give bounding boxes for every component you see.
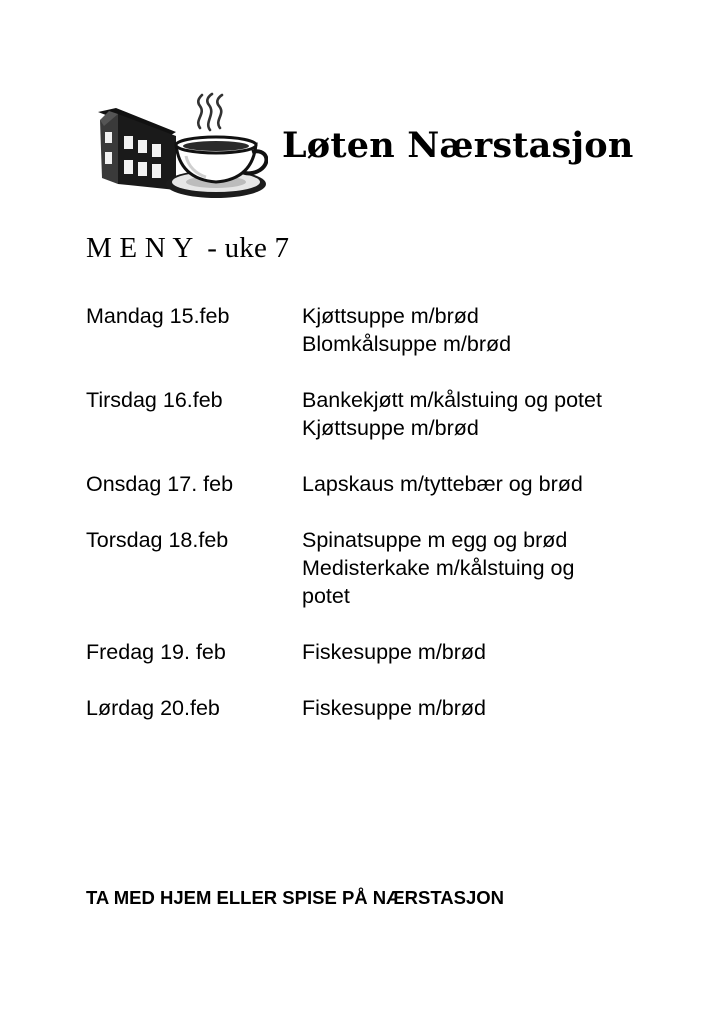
dish: Kjøttsuppe m/brød: [302, 416, 479, 440]
day-label: Torsdag 18.feb: [86, 528, 229, 552]
dish-list: [302, 470, 646, 498]
brand-name: Løten Nærstasjon: [282, 125, 634, 166]
dish-list: [302, 638, 646, 666]
house-and-coffee-cup-icon: [96, 92, 268, 204]
dish-list: [302, 386, 646, 442]
day-label: Tirsdag 16.feb: [86, 388, 223, 412]
menu-row-tuesday: [86, 386, 646, 442]
menu-row-thursday: [86, 526, 646, 610]
dish: Medisterkake m/kålstuing og potet: [302, 556, 575, 608]
menu-row-wednesday: [86, 470, 646, 498]
menu-row-monday: [86, 302, 646, 358]
dish: Lapskaus m/tyttebær og brød: [302, 472, 583, 496]
footer-note: TA MED HJEM ELLER SPISE PÅ NÆRSTASJON: [86, 887, 505, 908]
menu-row-friday: [86, 638, 646, 666]
dish: Fiskesuppe m/brød: [302, 640, 487, 664]
day-label: Onsdag 17. feb: [86, 472, 234, 496]
menu-title: M E N Y - uke 7: [86, 232, 290, 264]
dish-list: [302, 302, 646, 358]
menu-list: [86, 302, 646, 750]
dish: Spinatsuppe m egg og brød: [302, 528, 568, 552]
dish: Kjøttsuppe m/brød: [302, 304, 479, 328]
day-label: Fredag 19. feb: [86, 640, 226, 664]
header: [96, 92, 636, 204]
dish: Bankekjøtt m/kålstuing og potet: [302, 388, 602, 412]
dish: Blomkålsuppe m/brød: [302, 332, 512, 356]
day-label: Lørdag 20.feb: [86, 696, 220, 720]
dish-list: [302, 526, 646, 610]
day-label: Mandag 15.feb: [86, 304, 230, 328]
dish-list: [302, 694, 646, 722]
menu-row-saturday: [86, 694, 646, 722]
dish: Fiskesuppe m/brød: [302, 696, 487, 720]
